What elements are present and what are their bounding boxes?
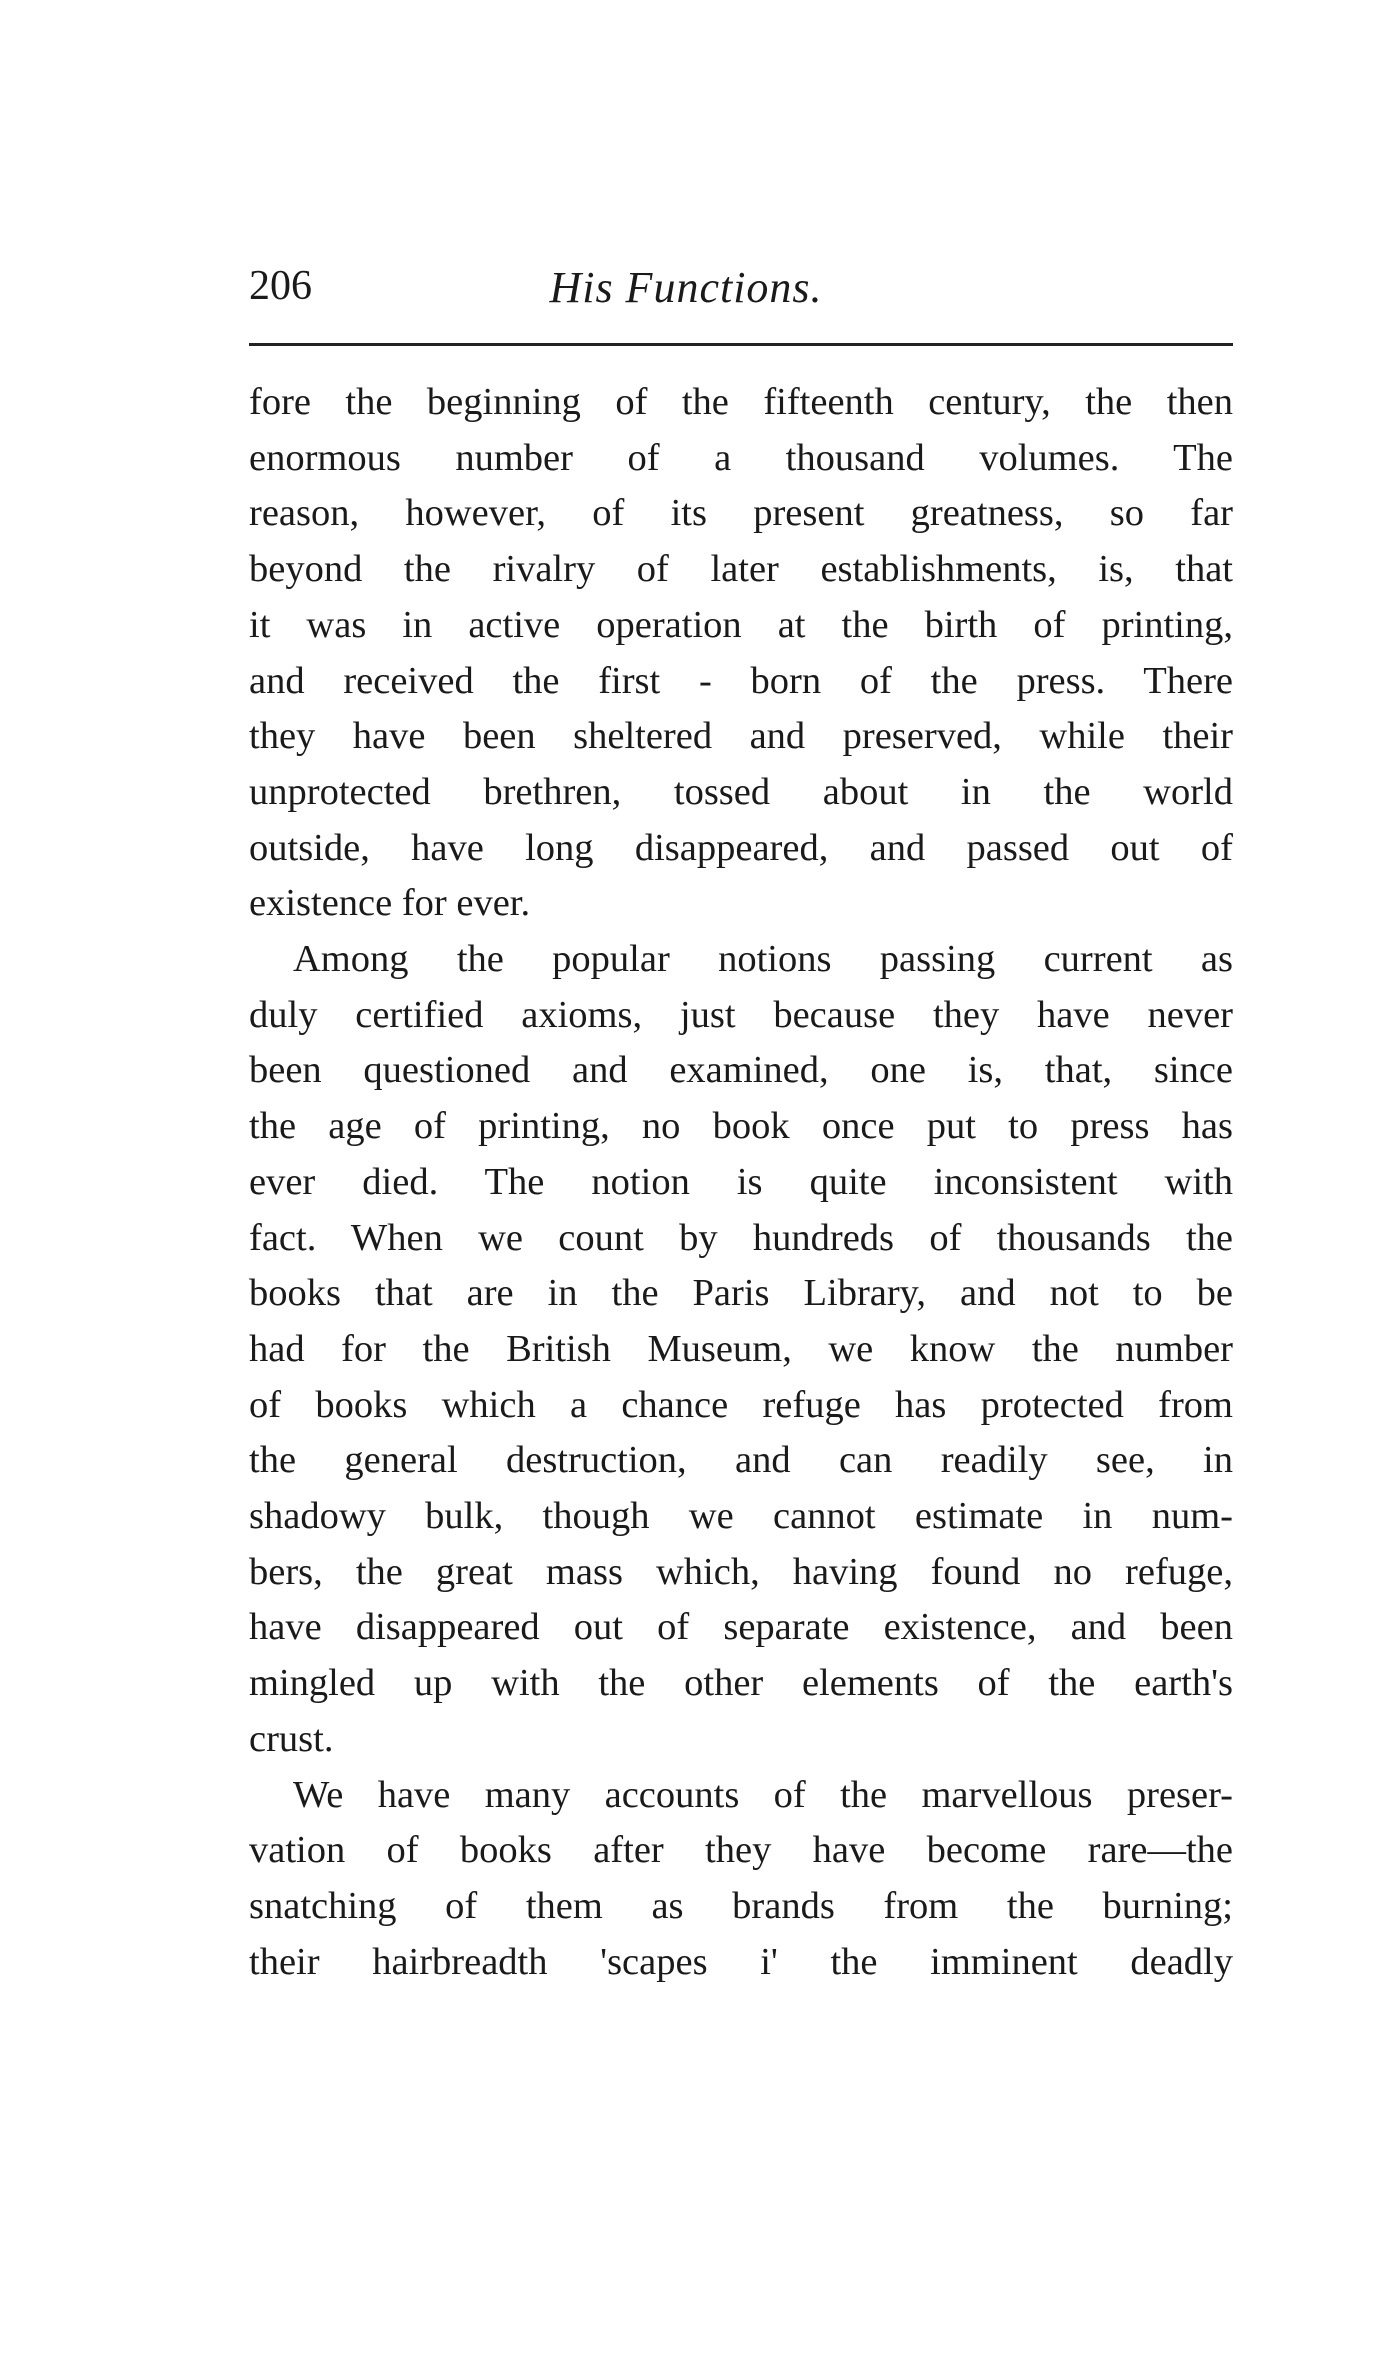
paragraph-2 [249,932,1233,1768]
header-rule [249,343,1233,346]
text-line: shadowy bulk, though we cannot estimate in num- [249,1495,1233,1538]
running-title: His Functions. [549,263,823,312]
text-line: bers, the great mass which, having found no refuge, [249,1550,1233,1593]
text-line: unprotected brethren, tossed about in the world [249,770,1233,813]
paragraph-1 [249,375,1233,932]
text-line: their hairbreadth 'scapes i' the imminent deadly [249,1940,1233,1983]
text-line: mingled up with the other elements of the earth's [249,1662,1233,1705]
text-line: the age of printing, no book once put to press has [249,1105,1233,1148]
text-line: enormous number of a thousand volumes. The [249,436,1233,479]
text-line: had for the British Museum, we know the number [249,1327,1233,1370]
text-line: ever died. The notion is quite inconsistent with [249,1160,1233,1203]
text-line: duly certified axioms, just because they have never [249,993,1233,1036]
text-line: existence for ever. [249,882,531,925]
text-line: vation of books after they have become rare—the [249,1829,1233,1872]
text-line: beyond the rivalry of later establishments, is, that [249,548,1233,591]
text-line: they have been sheltered and preserved, while their [249,715,1233,758]
text-line: reason, however, of its present greatness, so far [249,492,1233,535]
text-line: it was in active operation at the birth of printing, [249,603,1233,646]
text-line: and received the first - born of the press. There [249,659,1233,702]
text-line: fact. When we count by hundreds of thousands the [249,1216,1233,1259]
text-line: of books which a chance refuge has protected from [249,1383,1233,1426]
text-line: been questioned and examined, one is, that, since [249,1049,1233,1092]
text-line: We have many accounts of the marvellous preser- [293,1773,1233,1816]
text-line: the general destruction, and can readily see, in [249,1439,1233,1482]
text-line: outside, have long disappeared, and passed out of [249,826,1233,869]
page-header [249,262,1233,322]
text-line: Among the popular notions passing current as [293,938,1233,981]
text-line: have disappeared out of separate existence, and been [249,1606,1233,1649]
text-line: snatching of them as brands from the burning; [249,1884,1233,1927]
body-text [249,375,1233,1990]
text-line: crust. [249,1717,334,1760]
page-number: 206 [249,263,312,309]
paragraph-3 [249,1768,1233,1991]
text-line: books that are in the Paris Library, and not to be [249,1272,1233,1315]
text-line: fore the beginning of the fifteenth century, the then [249,381,1233,423]
